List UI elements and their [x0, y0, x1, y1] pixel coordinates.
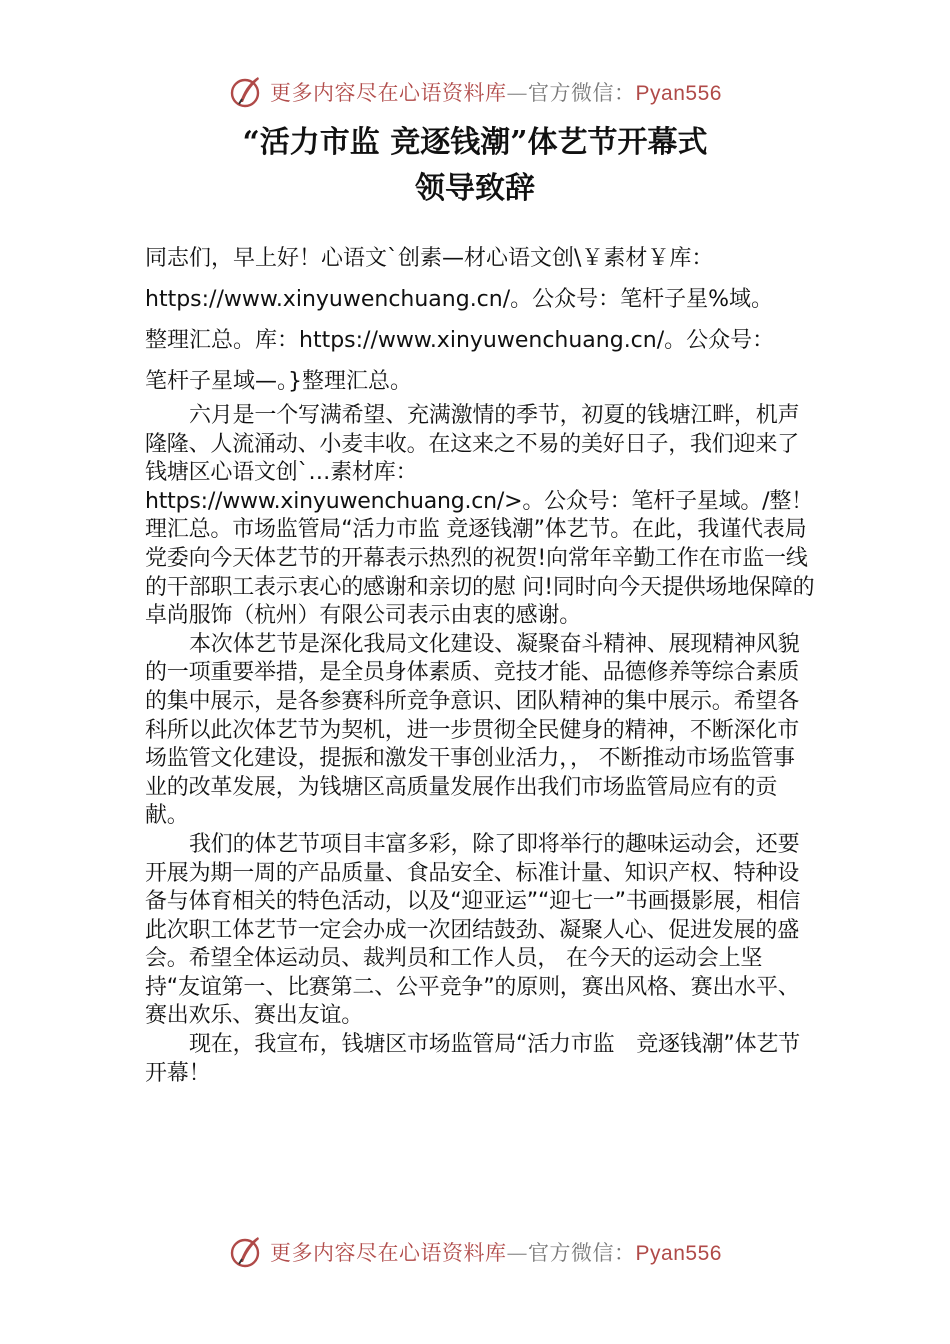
banner-main-text: 更多内容尽在心语资料库 — [270, 81, 507, 105]
banner-separator: — — [506, 1241, 529, 1265]
intro-line: 整理汇总。库：https://www.xinyuwenchuang.cn/。公众号： — [145, 328, 775, 353]
title-line-2: 领导致辞 — [415, 171, 535, 206]
header-banner — [0, 72, 950, 112]
quill-pen-logo-icon — [228, 1234, 264, 1270]
banner-wechat-label: 官方微信： — [528, 1241, 636, 1265]
banner-wechat-label: 官方微信： — [528, 81, 636, 105]
banner-wechat-id: Pyan556 — [635, 1242, 722, 1265]
paragraph: 六月是一个写满希望、充满激情的季节，初夏的钱塘江畔，机声隆隆、人流涌动、小麦丰收。在这来之不易的美好日子，我们迎来了钱塘区心语文创`…素材库：https://www.xinyuwenchuang.cn/>。公众号：笔杆子星域。/整！理汇总。市场监管局“活力市监 竞逐钱潮”体艺节。在此，我谨代表局党委向今天体艺节的开幕表示热烈的祝贺!向常年辛勤工作在市监一线的干部职工表示衷心的感谢和亲切的慰 问!同时向今天提供场地保障的卓尚服饰（杭州）有限公司表示由衷的感谢。 — [145, 403, 815, 629]
footer-banner — [0, 1232, 950, 1272]
intro-line: 同志们，早上好！心语文`创素—材心语文创\￥素材￥库： — [145, 246, 714, 271]
banner-main-text: 更多内容尽在心语资料库 — [270, 1241, 507, 1265]
quill-pen-logo-icon — [228, 74, 264, 110]
paragraph: 本次体艺节是深化我局文化建设、凝聚奋斗精神、展现精神风貌的一项重要举措，是全员身体素质、竞技才能、品德修养等综合素质的集中展示，是各参赛科所竞争意识、团队精神的集中展示。希望各科所以此次体艺节为契机，进一步贯彻全民健身的精神，不断深化市场监管文化建设，提振和激发干事创业活力，， 不断推动市场监管事业的改革发展，为钱塘区高质量发展作出我们市场监管局应有的贡献。 — [145, 631, 800, 829]
document-title — [0, 120, 950, 212]
banner-wechat-id: Pyan556 — [635, 82, 722, 105]
intro-block — [145, 238, 815, 402]
intro-line: https://www.xinyuwenchuang.cn/。公众号：笔杆子星%域。 — [145, 287, 774, 312]
paragraph: 现在，我宣布，钱塘区市场监管局“活力市监 竞逐钱潮”体艺节开幕！ — [145, 1032, 800, 1086]
title-line-1: “活力市监 竞逐钱潮”体艺节开幕式 — [242, 125, 708, 160]
banner-text — [270, 77, 722, 107]
paragraph: 我们的体艺节项目丰富多彩，除了即将举行的趣味运动会，还要开展为期一周的产品质量、食品安全、标准计量、知识产权、特种设备与体育相关的特色活动，以及“迎亚运”“迎七一”书画摄影展，相信此次职工体艺节一定会办成一次团结鼓劲、凝聚人心、促进发展的盛会。希望全体运动员、裁判员和工作人员， 在今天的运动会上坚持“友谊第一、比赛第二、公平竞争”的原则，赛出风格、赛出水平、赛出欢乐、赛出友谊。 — [145, 831, 801, 1029]
banner-text — [270, 1237, 722, 1267]
speech-body — [145, 402, 815, 1088]
intro-line: 笔杆子星域—。}整理汇总。 — [145, 369, 412, 394]
banner-separator: — — [506, 81, 529, 105]
